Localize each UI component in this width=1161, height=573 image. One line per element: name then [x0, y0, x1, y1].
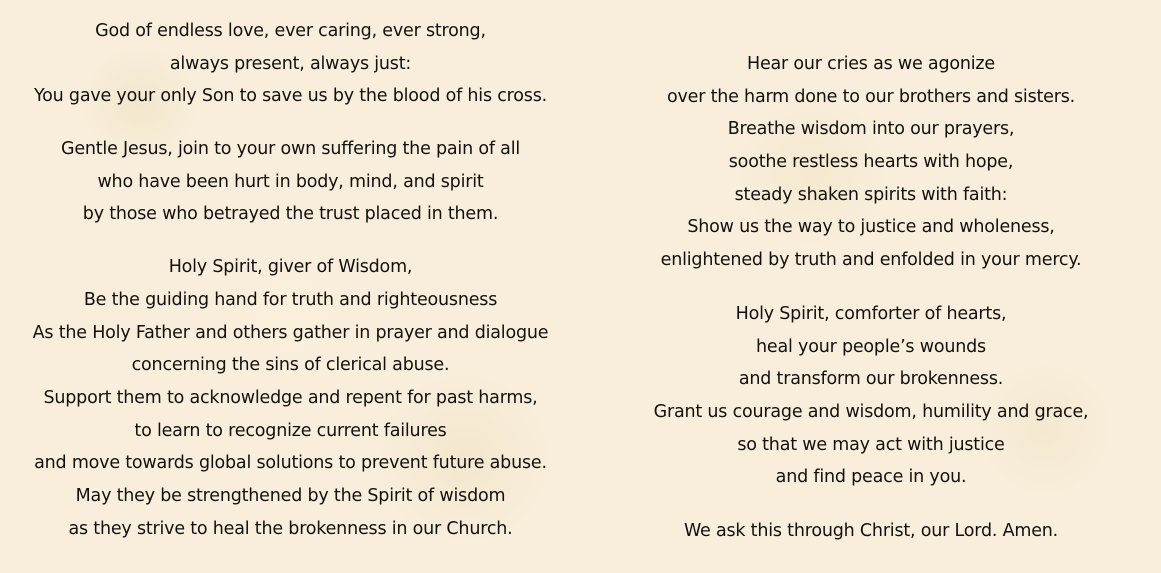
- prayer-line: Hear our cries as we agonize: [747, 54, 995, 74]
- prayer-line: by those who betrayed the trust placed in them.: [82, 204, 499, 225]
- prayer-line: always present, always just:: [169, 53, 412, 74]
- prayer-line: heal your people’s wounds: [756, 336, 986, 357]
- prayer-line: as they strive to heal the brokenness in our Church.: [68, 518, 513, 539]
- prayer-line: Support them to acknowledge and repent for past harms,: [43, 387, 538, 408]
- prayer-line: Gentle Jesus, join to your own suffering the pain of all: [60, 139, 521, 160]
- left-column: [18, 15, 563, 545]
- stanza-hear-our-cries: [640, 48, 1102, 277]
- prayer-line: and move towards global solutions to prevent future abuse.: [34, 453, 547, 474]
- prayer-line: enlightened by truth and enfolded in your mercy.: [660, 250, 1082, 271]
- prayer-line: You gave your only Son to save us by the blood of his cross.: [33, 86, 547, 107]
- prayer-line: soothe restless hearts with hope,: [728, 152, 1014, 173]
- prayer-line: over the harm done to our brothers and sisters.: [666, 86, 1075, 107]
- prayer-line: God of endless love, ever caring, ever strong,: [95, 21, 486, 41]
- prayer-line: Grant us courage and wisdom, humility and grace,: [653, 401, 1089, 422]
- prayer-line: concerning the sins of clerical abuse.: [131, 355, 450, 376]
- prayer-line: Holy Spirit, giver of Wisdom,: [168, 257, 413, 278]
- prayer-line: steady shaken spirits with faith:: [734, 184, 1008, 205]
- prayer-closing-line: We ask this through Christ, our Lord. Amen.: [683, 520, 1059, 541]
- prayer-line: and transform our brokenness.: [738, 369, 1004, 390]
- prayer-line: to learn to recognize current failures: [134, 420, 447, 441]
- prayer-line: Be the guiding hand for truth and righteousness: [83, 289, 498, 310]
- right-column: [640, 48, 1102, 548]
- prayer-line: May they be strengthened by the Spirit of wisdom: [75, 485, 506, 506]
- prayer-line: so that we may act with justice: [737, 434, 1005, 455]
- prayer-line: Show us the way to justice and wholeness,: [687, 217, 1055, 238]
- stanza-closing: [640, 515, 1102, 548]
- stanza-invocation-god: [18, 15, 563, 113]
- stanza-comforter: [640, 298, 1102, 494]
- prayer-line: Breathe wisdom into our prayers,: [727, 119, 1015, 140]
- stanza-invocation-spirit: [18, 251, 563, 545]
- prayer-line: who have been hurt in body, mind, and spirit: [97, 171, 484, 192]
- prayer-line: and find peace in you.: [775, 467, 967, 488]
- prayer-line: Holy Spirit, comforter of hearts,: [735, 303, 1007, 324]
- stanza-invocation-jesus: [18, 133, 563, 231]
- prayer-line: As the Holy Father and others gather in prayer and dialogue: [32, 322, 549, 343]
